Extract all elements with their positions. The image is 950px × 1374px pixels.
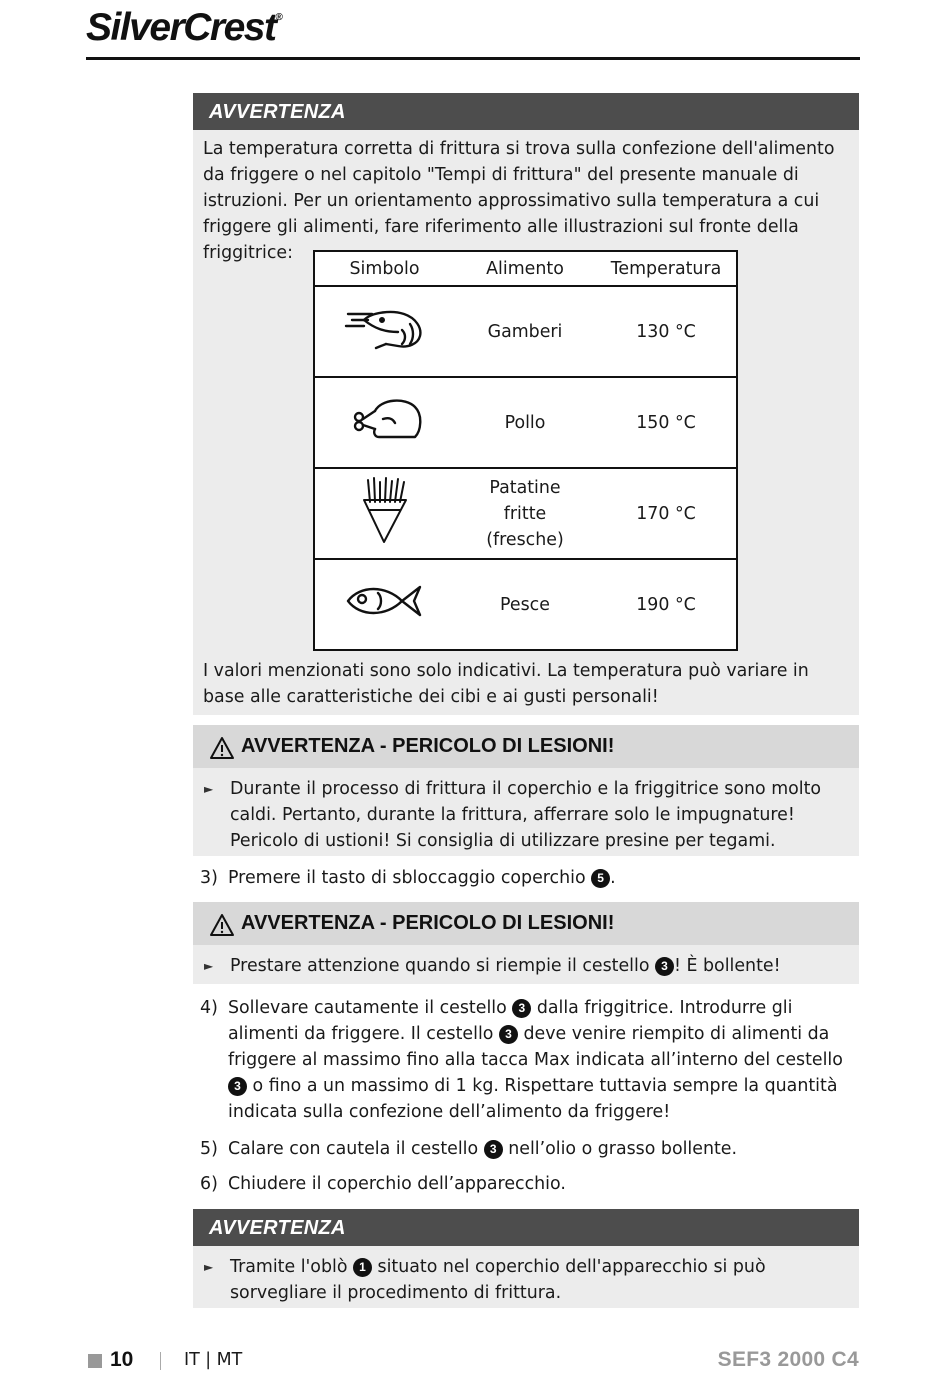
step-text: o fino a un massimo di 1 kg. Rispettare tuttavia sempre la quantità indicata sulla confezione dell’alimento da friggere!	[228, 1076, 838, 1122]
step-4	[200, 995, 850, 1125]
bullet-arrow-icon: ►	[204, 782, 214, 796]
food-name: Pollo	[454, 377, 596, 468]
bullet-arrow-icon: ►	[204, 1260, 214, 1274]
col-header-temperature: Temperatura	[596, 251, 737, 286]
step-text: dalla friggitrice. Introdurre gli alimenti da friggere. Il cestello	[228, 998, 793, 1044]
bullet-text-end: ! È bollente!	[674, 956, 781, 976]
warning-bullet	[193, 945, 859, 985]
chicken-icon	[314, 377, 454, 468]
footer-divider	[160, 1352, 161, 1370]
fish-icon	[314, 559, 454, 650]
food-temperature: 150 °C	[596, 377, 737, 468]
footer-language: IT | MT	[184, 1350, 243, 1370]
table-row	[314, 377, 737, 468]
warning-title-text: AVVERTENZA - PERICOLO DI LESIONI!	[241, 912, 615, 934]
bullet-text-end: situato nel coperchio dell'apparecchio si può sorvegliare il procedimento di frittura.	[230, 1257, 766, 1303]
step-text-end: .	[610, 868, 616, 888]
warning-box-window	[193, 1209, 859, 1308]
step-text: Premere il tasto di sbloccaggio coperchio	[228, 868, 586, 888]
warning-bullet	[193, 768, 859, 860]
step-6	[200, 1171, 850, 1197]
food-name: Pesce	[500, 594, 550, 615]
part-ref-badge: 3	[655, 957, 674, 976]
step-number: 6)	[200, 1174, 218, 1194]
warning-title: AVVERTENZA	[193, 93, 859, 130]
part-ref-badge: 3	[499, 1025, 518, 1044]
step-3	[200, 865, 850, 891]
part-ref-badge: 5	[591, 869, 610, 888]
food-name: Gamberi	[454, 286, 596, 377]
food-temperature: 190 °C	[636, 594, 696, 615]
part-ref-badge: 3	[228, 1077, 247, 1096]
warning-title: AVVERTENZA	[193, 1209, 859, 1246]
header-rule	[86, 57, 860, 60]
warning-box-basket	[193, 902, 859, 984]
fries-icon	[314, 468, 454, 559]
food-name: Patatine fritte (fresche)	[454, 468, 596, 559]
col-header-food: Alimento	[454, 251, 596, 286]
bullet-text: Tramite l'oblò	[230, 1257, 348, 1277]
step-text: Sollevare cautamente il cestello	[228, 998, 507, 1018]
warning-bullet	[193, 1246, 859, 1312]
bullet-arrow-icon: ►	[204, 959, 214, 973]
brand-logo: SilverCrest®	[86, 6, 283, 49]
step-number: 4)	[200, 998, 218, 1018]
food-temperature: 170 °C	[596, 468, 737, 559]
part-ref-badge: 1	[353, 1258, 372, 1277]
warning-box-injury	[193, 725, 859, 856]
food-temperature: 130 °C	[596, 286, 737, 377]
warning-title-text: AVVERTENZA - PERICOLO DI LESIONI!	[241, 735, 615, 757]
warning-triangle-icon	[209, 913, 235, 937]
warning-box-temperature	[193, 93, 859, 715]
footer-model: SEF3 2000 C4	[717, 1348, 859, 1371]
temperature-table	[313, 250, 738, 651]
step-text: Calare con cautela il cestello	[228, 1139, 479, 1159]
part-ref-badge: 3	[484, 1140, 503, 1159]
table-row	[314, 559, 737, 650]
page-number: 10	[110, 1348, 134, 1371]
warning-intro: La temperatura corretta di frittura si trova sulla confezione dell'alimento da friggere o nel capitolo "Tempi di frittura" del presente manuale di istruzioni. Per un orientamento approssimativo sulla temperatura a cui friggere gli alimenti, fare riferimento alle illustrazioni sul fronte della friggitrice:	[203, 139, 835, 263]
shrimp-icon	[314, 286, 454, 377]
step-text: deve venire riempito di alimenti da friggere al massimo fino alla tacca Max indicata all’interno del cestello	[228, 1024, 843, 1070]
step-text: Chiudere il coperchio dell’apparecchio.	[228, 1174, 566, 1194]
warning-title	[193, 902, 859, 945]
step-text: nell’olio o grasso bollente.	[508, 1139, 738, 1159]
warning-outro: I valori menzionati sono solo indicativi. La temperatura può variare in base alle caratteristiche dei cibi e ai gusti personali!	[203, 661, 809, 707]
part-ref-badge: 3	[512, 999, 531, 1018]
bullet-text: Prestare attenzione quando si riempie il cestello	[230, 956, 650, 976]
step-5	[200, 1136, 850, 1162]
table-row	[314, 468, 737, 559]
col-header-symbol: Simbolo	[314, 251, 454, 286]
bullet-text: Durante il processo di frittura il coperchio e la friggitrice sono molto caldi. Pertanto, durante la frittura, afferrare solo le impugnature! Pericolo di ustioni! Si consiglia di utilizzare presine per tegami.	[230, 779, 822, 851]
warning-triangle-icon	[209, 736, 235, 760]
step-number: 5)	[200, 1139, 218, 1159]
warning-title	[193, 725, 859, 768]
step-number: 3)	[200, 868, 218, 888]
table-row	[314, 286, 737, 377]
footer-square-icon	[88, 1354, 102, 1368]
